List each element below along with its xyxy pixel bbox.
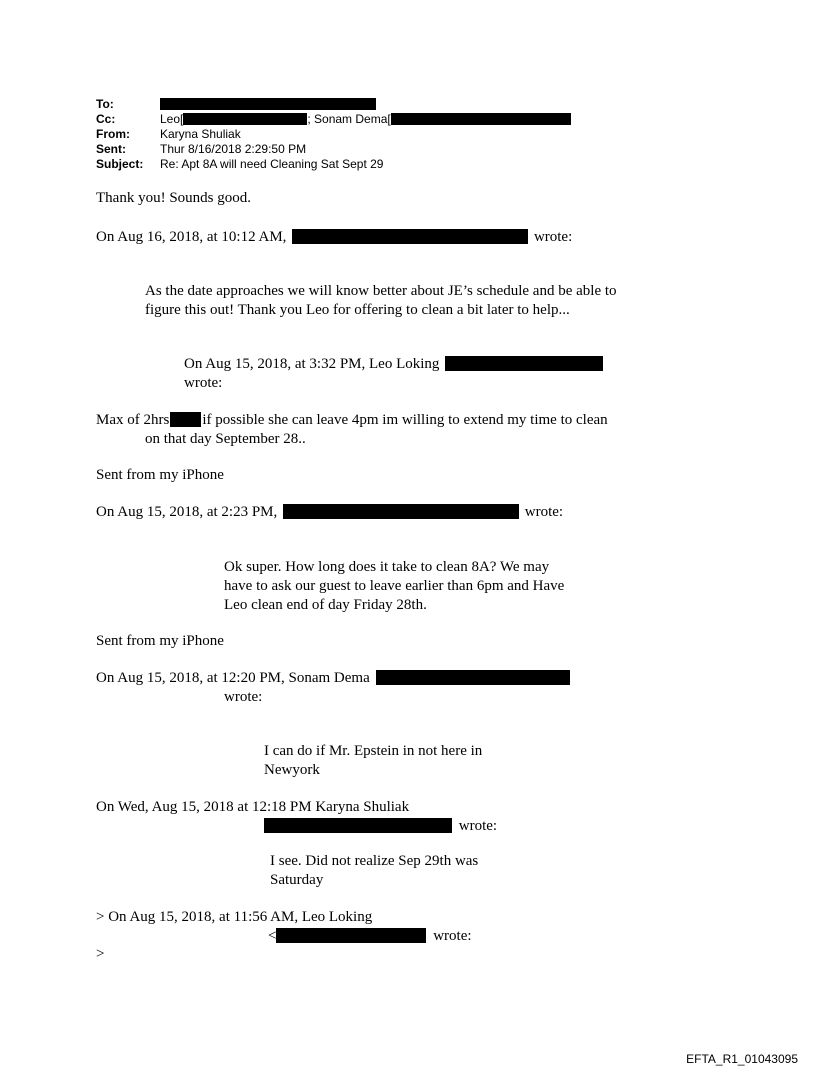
quote-header-3	[96, 502, 563, 522]
cc-value	[160, 112, 571, 126]
quote-header-5-line-2	[264, 816, 497, 836]
from-label: From:	[96, 127, 130, 141]
quote-header-4-prefix: On Aug 15, 2018, at 12:20 PM, Sonam Dema	[96, 670, 370, 686]
quote-1-line-2: figure this out! Thank you Leo for offering to clean a bit later to help...	[145, 302, 570, 318]
redaction-sender-4	[376, 670, 570, 685]
redaction-to	[160, 98, 376, 110]
reply-text: Thank you! Sounds good.	[96, 190, 251, 206]
cc-leo: Leo[	[160, 112, 184, 126]
quote-header-5: On Wed, Aug 15, 2018 at 12:18 PM Karyna Shuliak	[96, 799, 410, 815]
redaction-sender-6	[276, 928, 426, 943]
to-label: To:	[96, 97, 114, 111]
quote-header-6: > On Aug 15, 2018, at 11:56 AM, Leo Loking	[96, 909, 373, 925]
redaction-cc-sonam	[391, 113, 571, 125]
quote-header-1-prefix: On Aug 16, 2018, at 10:12 AM,	[96, 229, 287, 245]
redaction-name	[170, 412, 201, 427]
quote-1-line-1: As the date approaches we will know better about JE’s schedule and be able to	[145, 283, 617, 299]
quote-2-line-1a: Max of 2hrs	[96, 412, 170, 428]
cc-sonam: ; Sonam Dema[	[307, 112, 391, 126]
quote-header-5-suffix: wrote:	[458, 818, 498, 834]
quote-2-line-1	[96, 410, 608, 430]
quote-header-6-lt: <	[268, 928, 277, 944]
sent-value: Thur 8/16/2018 2:29:50 PM	[160, 142, 307, 156]
subject-label: Subject:	[96, 157, 144, 171]
quote-3-line-2: have to ask our guest to leave earlier than 6pm and Have	[224, 578, 565, 594]
quote-header-2-suffix: wrote:	[184, 375, 223, 391]
email-header	[96, 97, 616, 177]
quote-3-line-1: Ok super. How long does it take to clean 8A? We may	[224, 559, 550, 575]
document-id: EFTA_R1_01043095	[686, 1052, 798, 1066]
quote-header-4-suffix: wrote:	[224, 689, 263, 705]
quote-header-3-prefix: On Aug 15, 2018, at 2:23 PM,	[96, 504, 278, 520]
redaction-sender-2	[445, 356, 603, 371]
subject-value: Re: Apt 8A will need Cleaning Sat Sept 29	[160, 157, 384, 171]
quote-header-3-suffix: wrote:	[524, 504, 564, 520]
quote-header-1-suffix: wrote:	[533, 229, 573, 245]
quote-header-6-suffix: wrote:	[433, 928, 472, 944]
quote-header-4	[96, 668, 570, 688]
quote-5-line-2: Saturday	[270, 872, 324, 888]
signature-2: Sent from my iPhone	[96, 633, 224, 649]
redaction-sender-3	[283, 504, 519, 519]
redaction-sender-1	[292, 229, 528, 244]
sent-label: Sent:	[96, 142, 126, 156]
redaction-sender-5	[264, 818, 452, 833]
quote-header-2-prefix: On Aug 15, 2018, at 3:32 PM, Leo Loking	[184, 356, 440, 372]
quote-2-line-1b: if possible she can leave 4pm im willing to extend my time to clean	[202, 412, 608, 428]
quote-4-line-2: Newyork	[264, 762, 320, 778]
cc-label: Cc:	[96, 112, 116, 126]
quote-4-line-1: I can do if Mr. Epstein in not here in	[264, 743, 483, 759]
redaction-cc-leo	[183, 113, 307, 125]
signature-1: Sent from my iPhone	[96, 467, 224, 483]
quote-3-line-3: Leo clean end of day Friday 28th.	[224, 597, 427, 613]
quote-header-6-line-2	[268, 926, 472, 946]
quote-5-line-1: I see. Did not realize Sep 29th was	[270, 853, 479, 869]
from-value: Karyna Shuliak	[160, 127, 241, 141]
quote-2-line-2: on that day September 28..	[145, 431, 306, 447]
quote-header-1	[96, 227, 572, 247]
quote-trailing-marker: >	[96, 946, 105, 962]
quote-header-2	[184, 354, 603, 374]
